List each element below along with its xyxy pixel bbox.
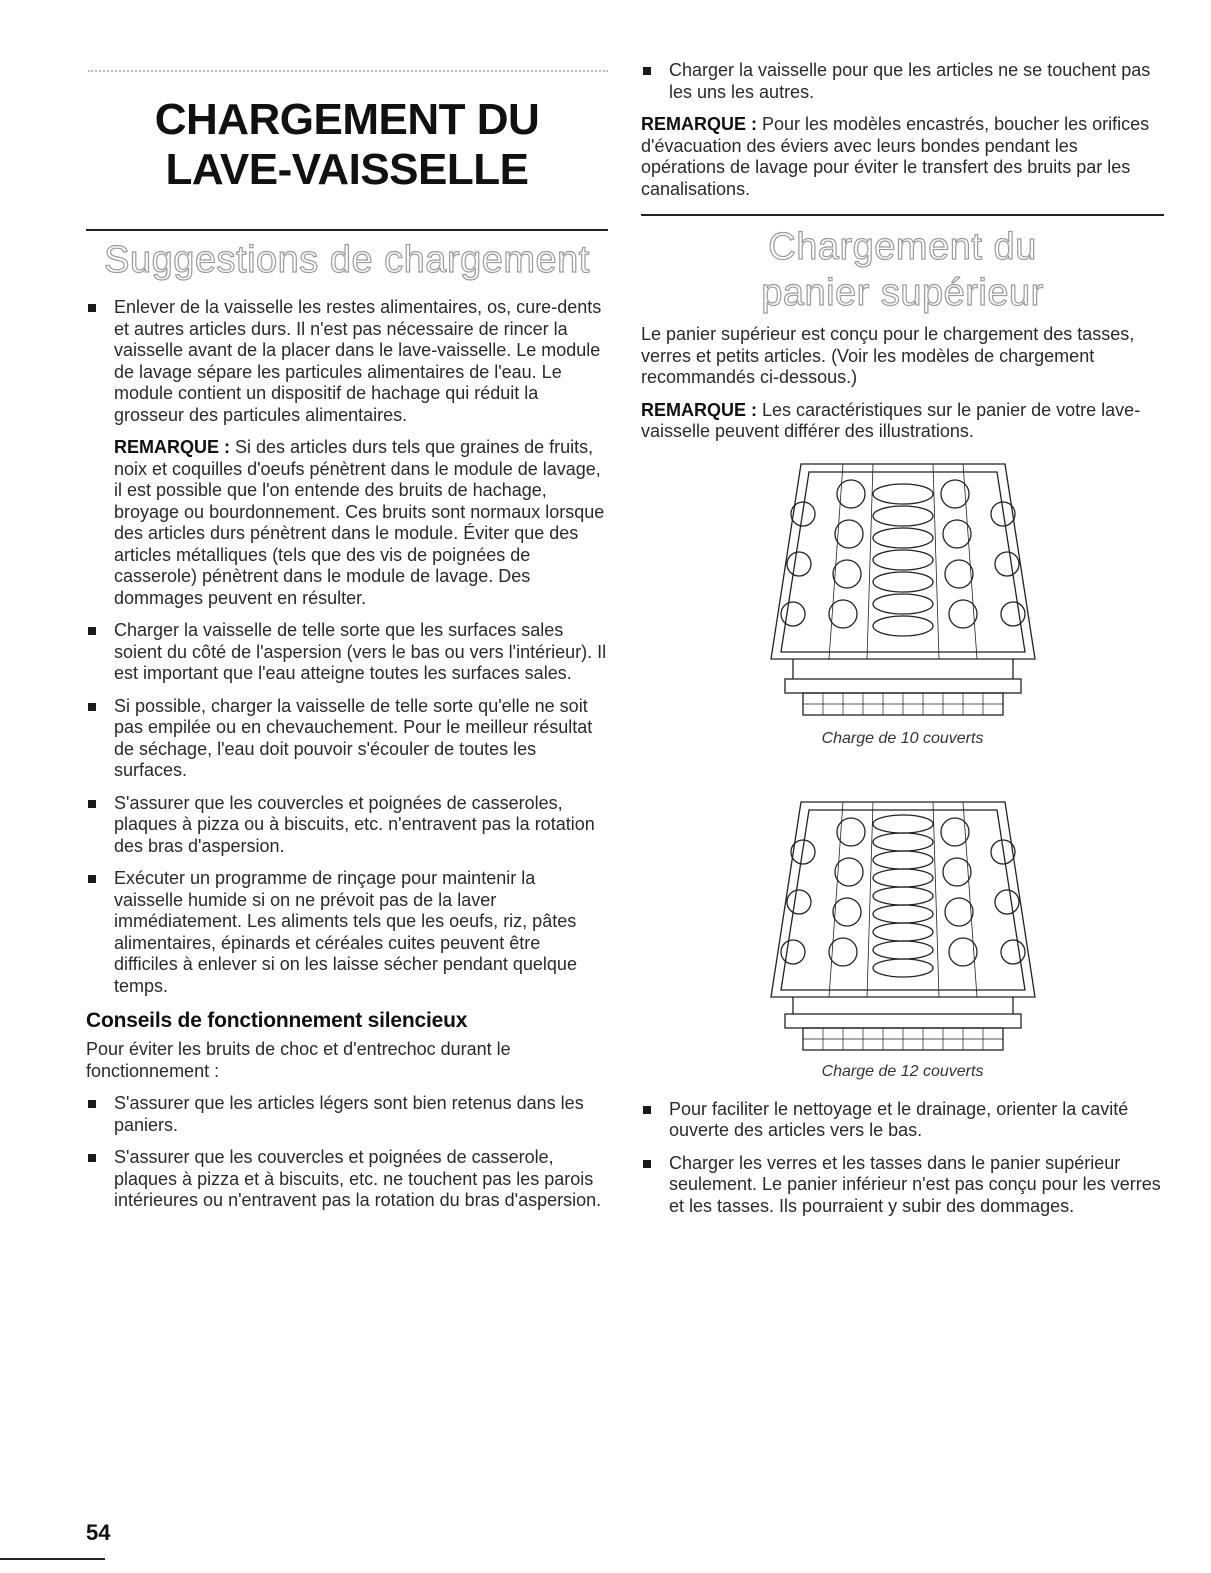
- quiet-tips-list: [86, 1093, 608, 1212]
- list-item: S'assurer que les couvercles et poignées de casserole, plaques à pizza et à biscuits, etc. ne touchent pas les parois intérieures ou n'entravent pas la rotation du bras d'aspersion.: [86, 1147, 608, 1212]
- remark-label: REMARQUE :: [641, 114, 757, 134]
- subheading-quiet-operation: Conseils de fonctionnement silencieux: [86, 1009, 468, 1032]
- left-column: [86, 60, 608, 1223]
- page-number: 54: [86, 1520, 111, 1545]
- section-title-suggestions: Suggestions de chargement: [104, 239, 590, 281]
- list-item: Pour faciliter le nettoyage et le drainage, orienter la cavité ouverte des articles vers le bas.: [641, 1099, 1164, 1142]
- right-column: [641, 60, 1164, 1228]
- section-divider: [641, 214, 1164, 216]
- list-item: Charger la vaisselle de telle sorte que les surfaces sales soient du côté de l'aspersion (vers le bas ou vers l'intérieur). Il est important que l'eau atteigne toutes les surfaces sales.: [86, 620, 608, 685]
- list-item: Exécuter un programme de rinçage pour maintenir la vaisselle humide si on ne prévoit pas de la laver immédiatement. Les aliments tels que les oeufs, riz, pâtes alimentaires, épinards et céréales cuites peuvent être difficiles à enlever si on les laisse sécher pendant quelque temps.: [86, 868, 608, 997]
- list-item: S'assurer que les articles légers sont bien retenus dans les paniers.: [86, 1093, 608, 1136]
- quiet-intro: Pour éviter les bruits de choc et d'entrechoc durant le fonctionnement :: [86, 1039, 511, 1081]
- remark-paragraph: [86, 437, 608, 609]
- page-title-line2: LAVE-VAISSELLE: [165, 145, 529, 194]
- section-title-line1: Chargement du: [768, 226, 1037, 268]
- upper-rack-12-settings-illustration: [763, 792, 1043, 1057]
- section-title-upper-rack: [641, 224, 1164, 316]
- figure-caption-12: Charge de 12 couverts: [821, 1062, 984, 1080]
- right-top-list: [641, 60, 1164, 103]
- remark-paragraph: [641, 400, 1164, 443]
- section-title-line2: panier supérieur: [761, 272, 1044, 314]
- figure-caption-10: Charge de 10 couverts: [821, 729, 984, 747]
- list-item: Charger les verres et les tasses dans le panier supérieur seulement. Le panier inférieur n'est pas conçu pour les verres et les tasses. Ils pourraient y subir des dommages.: [641, 1153, 1164, 1218]
- remark-label: REMARQUE :: [641, 399, 757, 420]
- loading-tips-list-2: [86, 620, 608, 997]
- remark-paragraph: [641, 114, 1164, 200]
- remark-text: Pour les modèles encastrés, boucher les orifices d'évacuation des éviers avec leurs bondes pendant les opérations de lavage pour éviter le transfert des bruits par les canalisations.: [641, 114, 1150, 199]
- remark-label: REMARQUE :: [114, 437, 230, 457]
- page-title: [86, 95, 608, 195]
- list-item: Enlever de la vaisselle les restes alimentaires, os, cure-dents et autres articles durs. Il n'est pas nécessaire de rincer la vaisselle avant de la placer dans le lave-vaisselle. Le module de lavage sépare les particules alimentaires de l'eau. Le module contient un dispositif de hachage qui réduit la grosseur des particules alimentaires.: [86, 297, 608, 426]
- upper-rack-10-settings-illustration: [763, 454, 1043, 724]
- upper-rack-intro: Le panier supérieur est conçu pour le chargement des tasses, verres et petits articles. (Voir les modèles de chargement recommandés ci-dessous.): [641, 324, 1135, 387]
- footer-rule: [0, 1558, 105, 1560]
- dotted-rule: [88, 70, 608, 75]
- list-item: Si possible, charger la vaisselle de telle sorte qu'elle ne soit pas empilée ou en chevauchement. Pour le meilleur résultat de séchage, l'eau doit pouvoir s'écouler de toutes les surfaces.: [86, 696, 608, 782]
- page-title-line1: CHARGEMENT DU: [154, 95, 540, 144]
- remark-text: Les caractéristiques sur le panier de votre lave-vaisselle peuvent différer des illustrations.: [641, 399, 1141, 441]
- list-item: Charger la vaisselle pour que les articles ne se touchent pas les uns les autres.: [641, 60, 1164, 103]
- right-bottom-list: [641, 1099, 1164, 1218]
- list-item: S'assurer que les couvercles et poignées de casseroles, plaques à pizza ou à biscuits, etc. n'entravent pas la rotation des bras d'aspersion.: [86, 793, 608, 858]
- loading-tips-list: [86, 297, 608, 426]
- remark-text: Si des articles durs tels que graines de fruits, noix et coquilles d'oeufs pénètrent dans le module de lavage, il est possible que l'on entende des bruits de hachage, broyage ou bourdonnement. Ces bruits sont normaux lorsque des articles durs pénètrent dans le module. Éviter que des articles métalliques (tels que des vis de poignées de casserole) pénètrent dans le module de lavage. Des dommages peuvent en résulter.: [114, 437, 605, 608]
- section-divider: [86, 229, 608, 231]
